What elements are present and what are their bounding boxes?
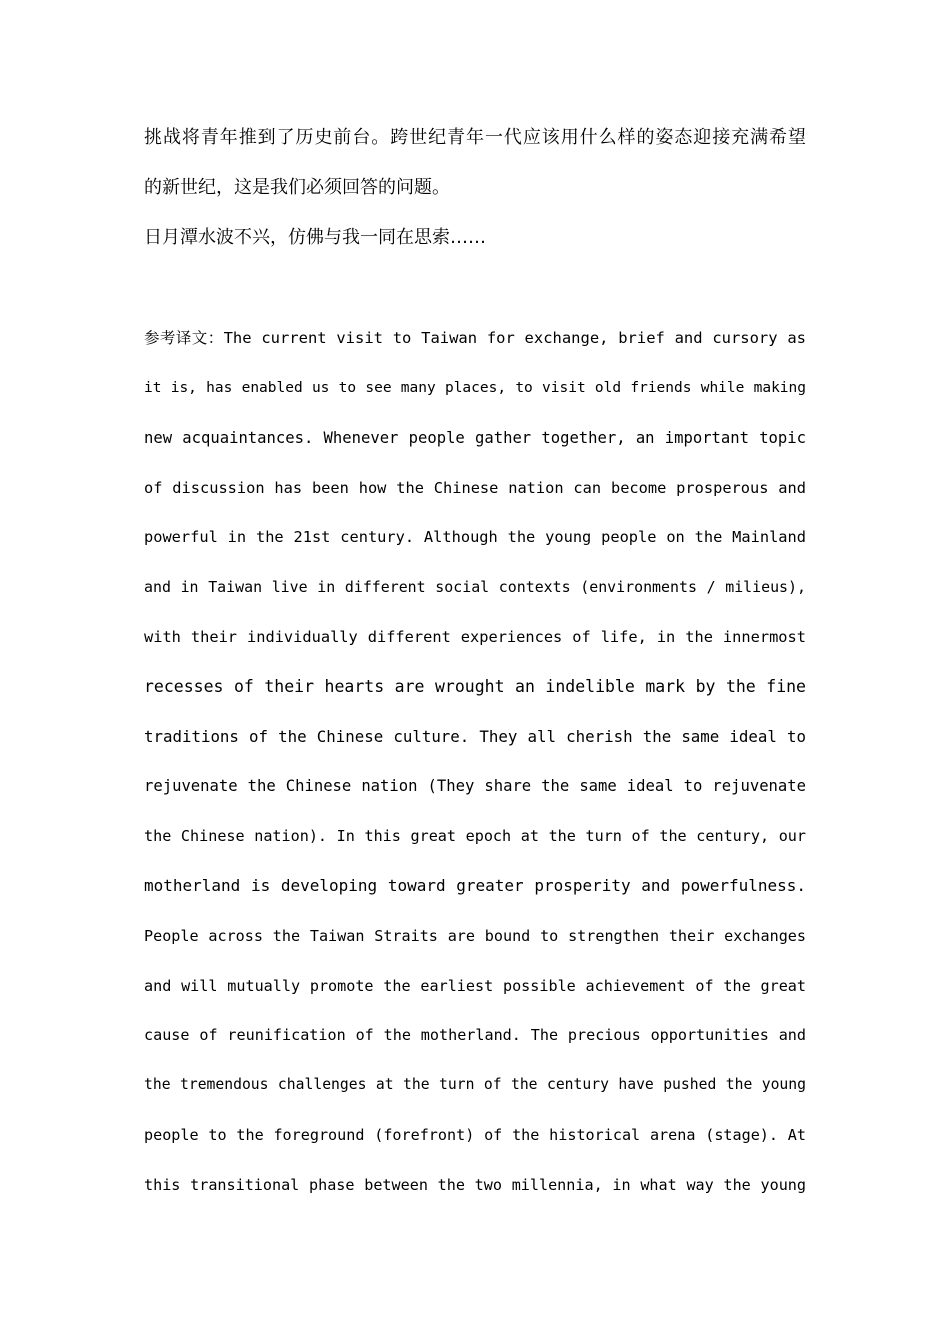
translation-line-12: motherland is developing toward greater prosperity and powerfulness.	[144, 876, 806, 895]
translation-line-18: this transitional phase between the two millennia, in what way the young	[144, 1176, 806, 1194]
translation-line-11: the Chinese nation). In this great epoch at the turn of the century, our	[144, 827, 806, 845]
translation-line-10: rejuvenate the Chinese nation (They share the same ideal to rejuvenate	[144, 777, 806, 795]
translation-line-6: and in Taiwan live in different social contexts (environments / milieus),	[144, 578, 806, 596]
chinese-text-line-1: 挑战将青年推到了历史前台。跨世纪青年一代应该用什么样的姿态迎接充满希望	[144, 127, 806, 148]
translation-line-3: new acquaintances. Whenever people gather together, an important topic	[144, 429, 806, 447]
translation-line-1: 参考译文：The current visit to Taiwan for exchange, brief and cursory as	[144, 329, 806, 347]
translation-line-8: recesses of their hearts are wrought an indelible mark by the fine	[144, 677, 806, 696]
translation-line-16: the tremendous challenges at the turn of the century have pushed the young	[144, 1076, 806, 1093]
translation-line-15: cause of reunification of the motherland. The precious opportunities and	[144, 1026, 806, 1044]
translation-line-7: with their individually different experiences of life, in the innermost	[144, 628, 806, 646]
translation-line-13: People across the Taiwan Straits are bound to strengthen their exchanges	[144, 927, 806, 945]
translation-line-17: people to the foreground (forefront) of the historical arena (stage). At	[144, 1126, 806, 1144]
chinese-text-line-3: 日月潭水波不兴，仿佛与我一同在思索……	[144, 227, 486, 248]
translation-line-4: of discussion has been how the Chinese nation can become prosperous and	[144, 479, 806, 497]
translation-line-2: it is, has enabled us to see many places, to visit old friends while making	[144, 380, 806, 396]
translation-line-14: and will mutually promote the earliest possible achievement of the great	[144, 977, 806, 995]
translation-line-5: powerful in the 21st century. Although the young people on the Mainland	[144, 528, 806, 546]
translation-line-9: traditions of the Chinese culture. They all cherish the same ideal to	[144, 727, 806, 746]
chinese-text-line-2: 的新世纪，这是我们必须回答的问题。	[144, 177, 450, 198]
